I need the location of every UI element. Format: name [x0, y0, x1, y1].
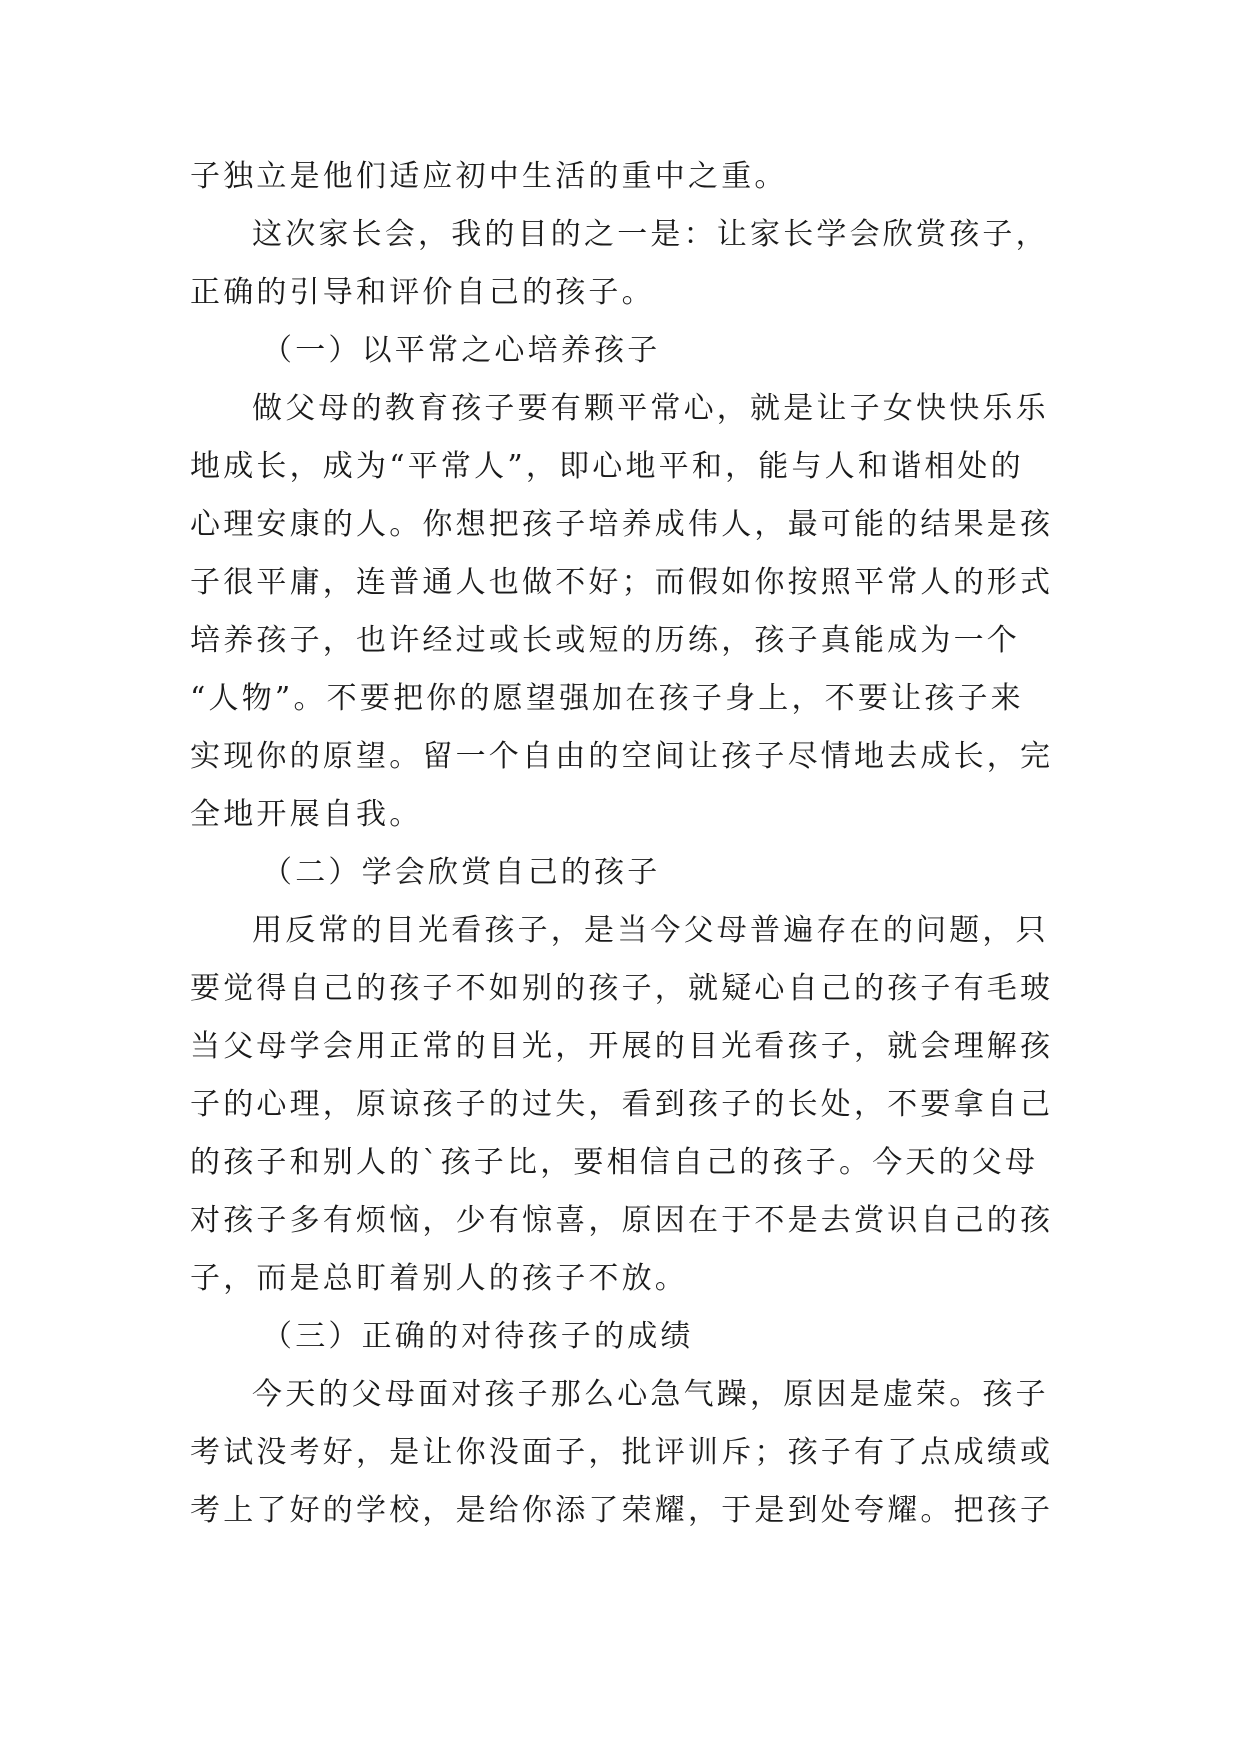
section-heading-3: （三）正确的对待孩子的成绩 — [262, 1319, 694, 1354]
document-body — [190, 148, 1054, 1540]
text-line: 考上了好的学校，是给你添了荣耀，于是到处夸耀。把孩子 — [190, 1493, 1054, 1528]
text-line: 子独立是他们适应初中生活的重中之重。 — [190, 159, 788, 194]
text-line: 子的心理，原谅孩子的过失，看到孩子的长处，不要拿自己 — [190, 1087, 1054, 1122]
section-heading-2: （二）学会欣赏自己的孩子 — [262, 855, 661, 890]
text-line: 对孩子多有烦恼，少有惊喜，原因在于不是去赏识自己的孩 — [190, 1203, 1054, 1238]
text-line: 的孩子和别人的`孩子比，要相信自己的孩子。今天的父母 — [190, 1145, 1039, 1180]
text-line: 要觉得自己的孩子不如别的孩子，就疑心自己的孩子有毛玻 — [190, 971, 1054, 1006]
text-line: 心理安康的人。你想把孩子培养成伟人，最可能的结果是孩 — [190, 507, 1054, 542]
text-line: 当父母学会用正常的目光，开展的目光看孩子，就会理解孩 — [190, 1029, 1054, 1064]
paragraph-start: 这次家长会，我的目的之一是：让家长学会欣赏孩子， — [252, 217, 1049, 252]
text-line: 考试没考好，是让你没面子，批评训斥；孩子有了点成绩或 — [190, 1435, 1054, 1470]
paragraph-start: 用反常的目光看孩子，是当今父母普遍存在的问题，只 — [252, 913, 1049, 948]
paragraph-start: 今天的父母面对孩子那么心急气躁，原因是虚荣。孩子 — [252, 1377, 1049, 1412]
text-line: 子，而是总盯着别人的孩子不放。 — [190, 1261, 688, 1296]
text-line: 培养孩子，也许经过或长或短的历练，孩子真能成为一个 — [190, 623, 1020, 658]
text-line: 地成长，成为“平常人”，即心地平和，能与人和谐相处的 — [190, 449, 1024, 484]
text-line: 正确的引导和评价自己的孩子。 — [190, 275, 655, 310]
section-heading-1: （一）以平常之心培养孩子 — [262, 333, 661, 368]
text-line: 全地开展自我。 — [190, 797, 423, 832]
paragraph-start: 做父母的教育孩子要有颗平常心，就是让子女快快乐乐 — [252, 391, 1049, 426]
text-line: 实现你的原望。留一个自由的空间让孩子尽情地去成长，完 — [190, 739, 1054, 774]
text-line: 子很平庸，连普通人也做不好；而假如你按照平常人的形式 — [190, 565, 1054, 600]
text-line: “人物”。不要把你的愿望强加在孩子身上，不要让孩子来 — [190, 681, 1024, 716]
